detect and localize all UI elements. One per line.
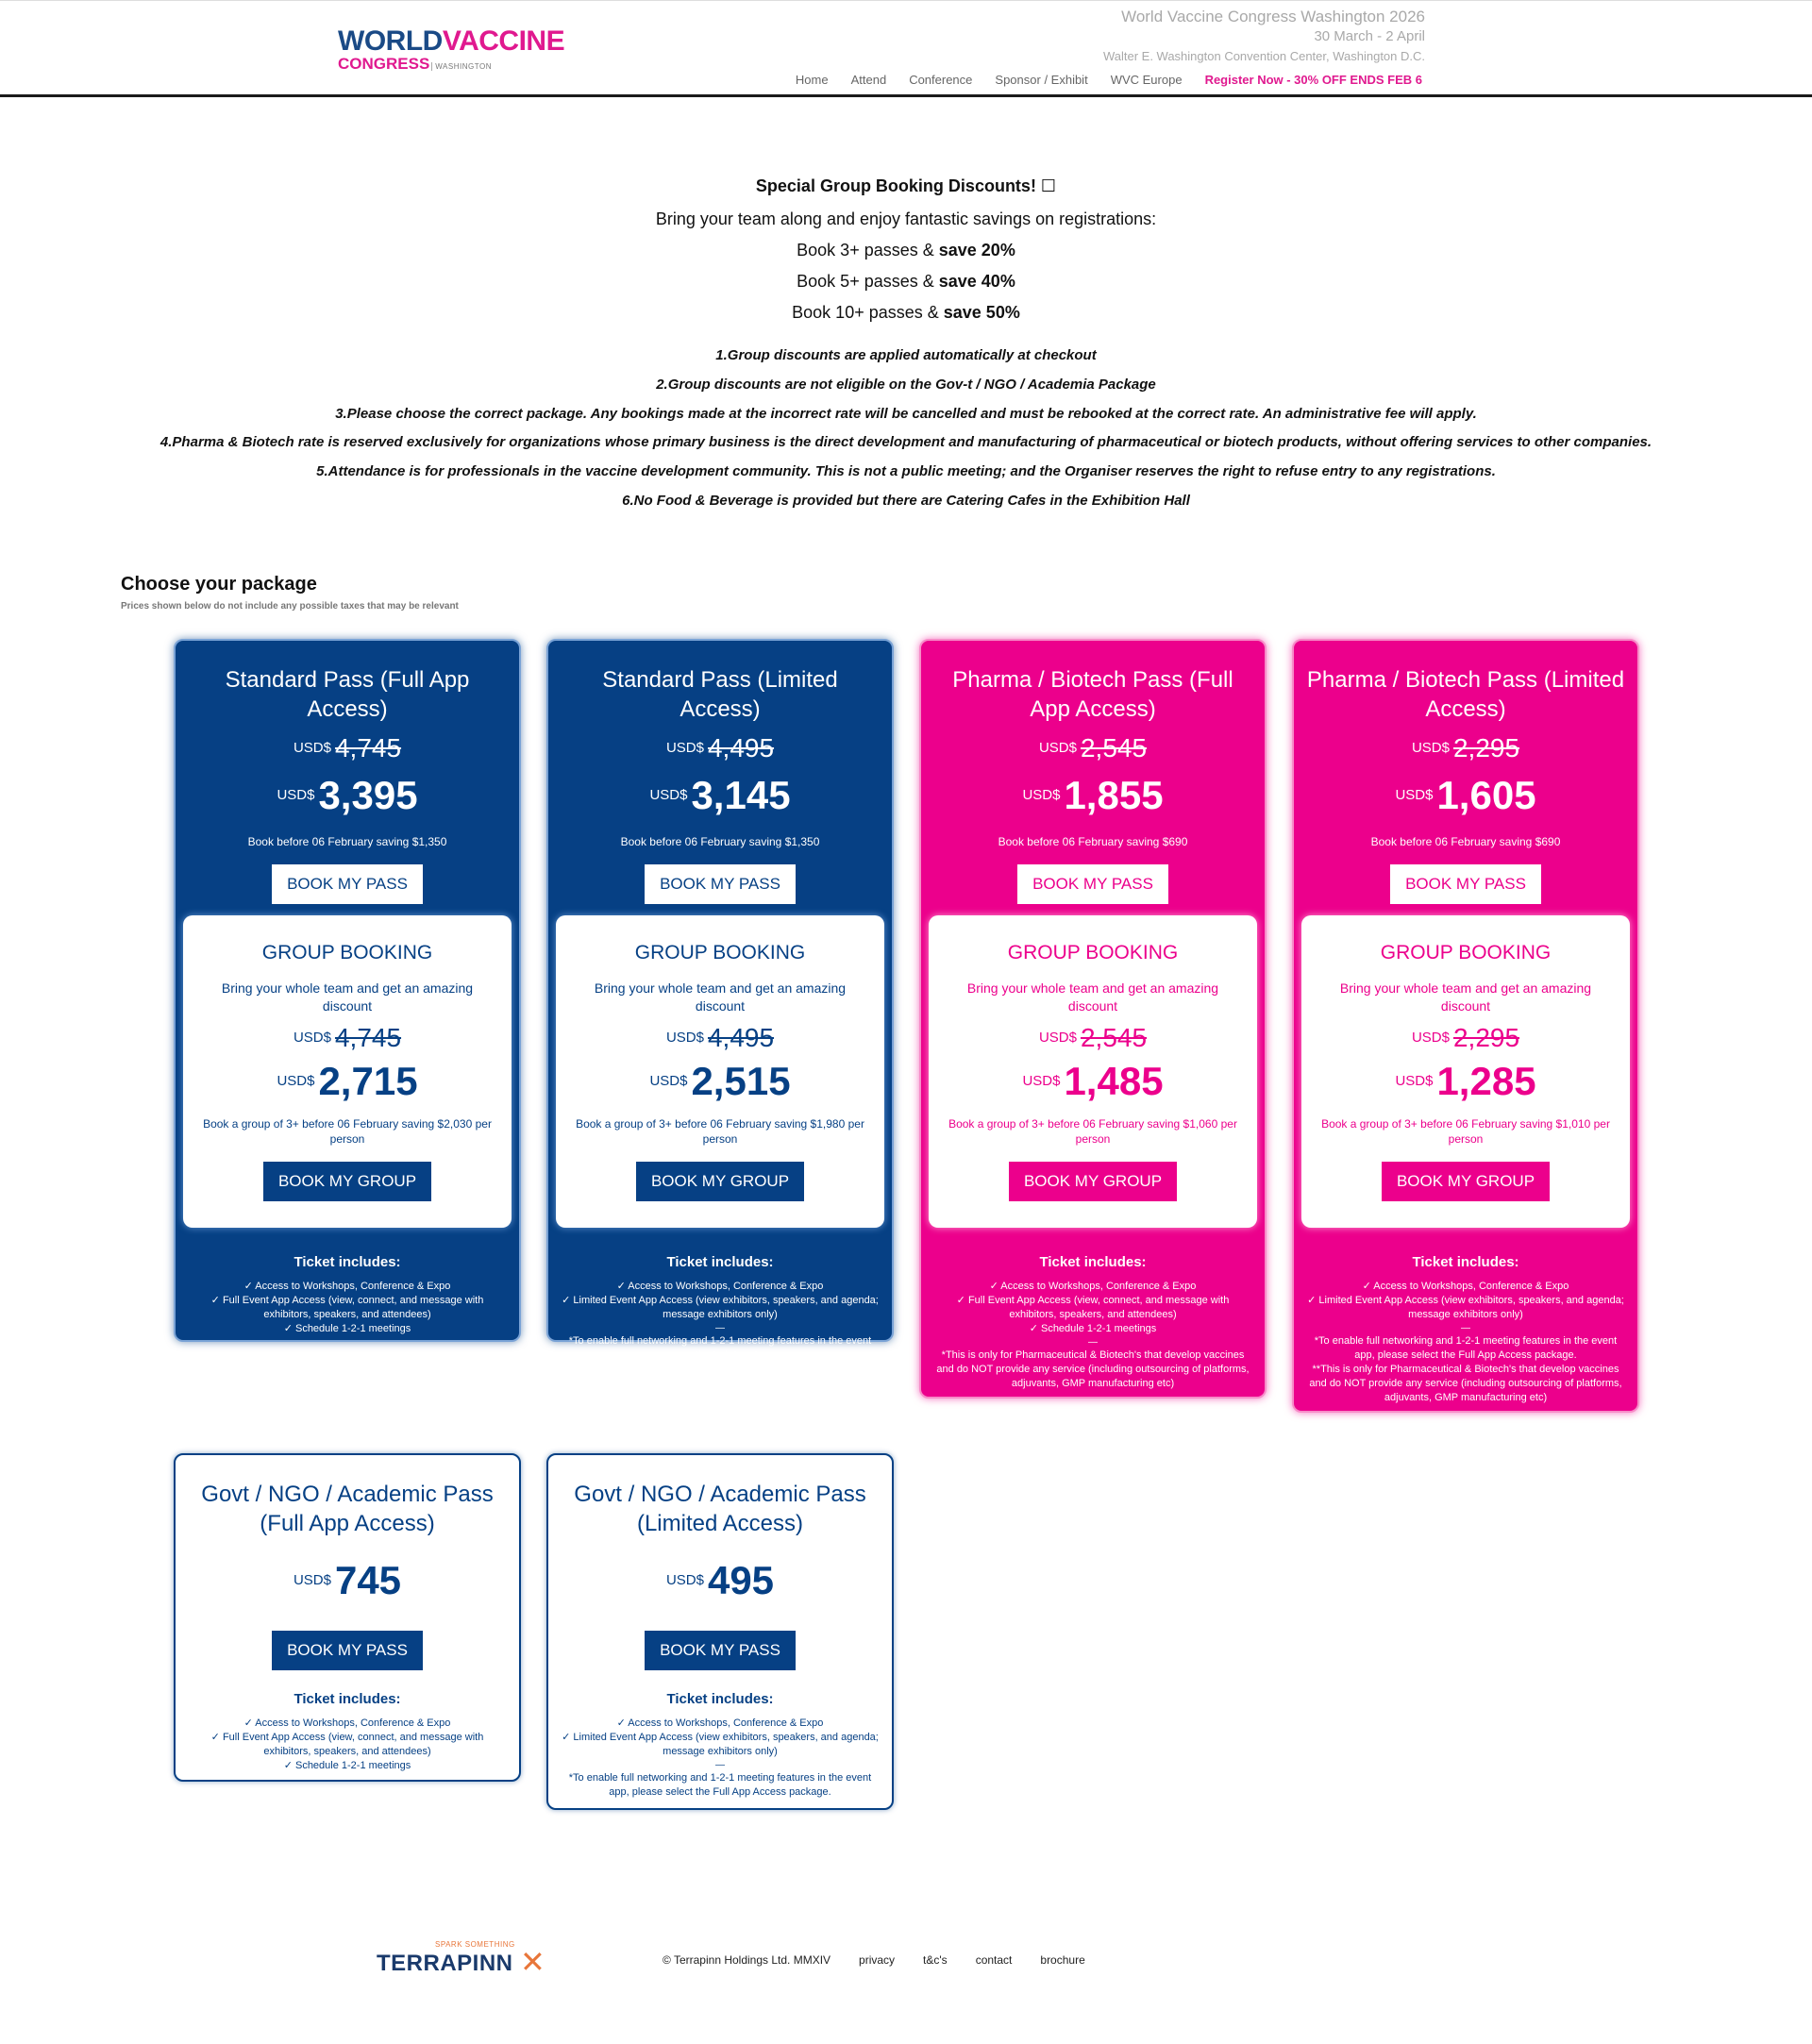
rule-item: 6.No Food & Beverage is provided but there are Catering Cafes in the Exhibition Hall: [622, 492, 1190, 509]
include-item: ✓ Full Event App Access (view, connect, and message with exhibitors, speakers, and attendees): [210, 1732, 484, 1757]
package-title: Govt / NGO / Academic Pass (Full App Access): [201, 1482, 494, 1536]
tier-saving: save 40%: [938, 272, 1015, 291]
ticket-includes-title: Ticket includes:: [1412, 1254, 1519, 1270]
currency-label: USD$: [649, 787, 688, 803]
ticket-includes-list: [187, 1280, 508, 1336]
package-footnote: **This is only for Pharmaceutical & Biotech's that develop vaccines and do NOT provide any service (including outsourcing of platforms, adjuvants, GMP manufacturing etc): [1309, 1364, 1622, 1403]
site-header: [0, 0, 1812, 97]
discount-tier: [0, 235, 1812, 266]
price-value: 4,745: [334, 1023, 402, 1052]
group-booking-title: GROUP BOOKING: [1380, 942, 1552, 963]
rule-item: 4.Pharma & Biotech rate is reserved exclusively for organizations whose primary business is the direct development and manufacturing of pharmaceutical or biotech products, without offering services to other companies.: [159, 434, 1653, 451]
group-original-price: [571, 1023, 869, 1058]
group-booking-desc: Bring your whole team and get an amazing discount: [594, 980, 847, 1014]
logo-name: TERRAPINN: [377, 1951, 513, 1976]
currency-label: USD$: [1022, 1073, 1061, 1089]
rule-item: 1.Group discounts are applied automatically at checkout: [715, 347, 1097, 363]
rule-item: 5.Attendance is for professionals in the vaccine development community. This is not a public meeting; and the Organiser reserves the right to refuse entry to any registrations.: [316, 463, 1496, 480]
package-price: [187, 1559, 508, 1612]
package-title: Govt / NGO / Academic Pass (Limited Access): [574, 1482, 866, 1536]
package-footnote: *This is only for Pharmaceutical & Biotech's that develop vaccines and do NOT provide any service (including outsourcing of platforms, adjuvants, GMP manufacturing etc): [936, 1349, 1250, 1389]
currency-label: USD$: [1022, 787, 1061, 803]
intro-heading: Special Group Booking Discounts! ☐: [755, 176, 1057, 195]
book-my-group-button[interactable]: BOOK MY GROUP: [263, 1162, 431, 1201]
discount-tier: [0, 297, 1812, 328]
package-card-pharma-limited: [1292, 639, 1639, 1413]
ticket-includes-title: Ticket includes:: [294, 1254, 401, 1270]
currency-label: USD$: [665, 1572, 704, 1588]
nav-wvc-europe[interactable]: WVC Europe: [1110, 73, 1183, 87]
original-price: [560, 733, 881, 768]
event-venue: Walter E. Washington Convention Center, Washington D.C.: [1102, 49, 1425, 63]
book-my-group-button[interactable]: BOOK MY GROUP: [1009, 1162, 1177, 1201]
package-card-standard-full: [174, 639, 521, 1342]
group-booking-box: [556, 915, 884, 1228]
currency-label: USD$: [277, 1073, 315, 1089]
price-value: 4,495: [707, 733, 775, 762]
book-my-group-button[interactable]: BOOK MY GROUP: [1382, 1162, 1550, 1201]
tier-text: Book 3+ passes &: [797, 241, 939, 260]
package-card-pharma-full: [919, 639, 1267, 1399]
currency-label: USD$: [649, 1073, 688, 1089]
group-booking-desc: Bring your whole team and get an amazing discount: [966, 980, 1219, 1014]
currency-label: USD$: [665, 1030, 704, 1046]
ticket-includes-title: Ticket includes:: [666, 1691, 774, 1707]
price-value: 3,395: [318, 773, 418, 817]
package-card-standard-limited: [546, 639, 894, 1361]
main-nav: [773, 73, 1422, 87]
ticket-includes-list: [932, 1280, 1253, 1391]
footer-links: [663, 1953, 1114, 1967]
footer-link-privacy[interactable]: privacy: [859, 1953, 896, 1967]
currency-label: USD$: [293, 1572, 331, 1588]
footer-link-contact[interactable]: contact: [975, 1953, 1013, 1967]
group-booking-box: [183, 915, 512, 1228]
package-footnote: *To enable full networking and 1-2-1 meeting features in the event app, please select the Full App Access package.: [568, 1772, 872, 1798]
price-value: 3,145: [691, 773, 791, 817]
price-value: 1,485: [1064, 1059, 1164, 1103]
logo-word-washington: WASHINGTON: [431, 62, 492, 71]
terrapinn-x-icon: ✕: [520, 1945, 545, 1979]
package-footnote: *To enable full networking and 1-2-1 meeting features in the event app, please select the Full App Access package.: [568, 1335, 872, 1361]
site-footer: [0, 1935, 1812, 1982]
footer-link-terms[interactable]: t&c's: [923, 1953, 948, 1967]
original-price: [932, 733, 1253, 768]
choose-package-title: Choose your package: [121, 574, 317, 595]
saving-note: Book before 06 February saving $690: [1370, 835, 1561, 848]
tier-saving: save 20%: [938, 241, 1015, 260]
currency-label: USD$: [1411, 1030, 1450, 1046]
price-value: 495: [707, 1558, 775, 1602]
logo-tagline: SPARK SOMETHING: [435, 1940, 515, 1949]
currency-label: USD$: [293, 740, 331, 756]
choose-package-header: [121, 574, 459, 612]
package-title: Pharma / Biotech Pass (Full App Access): [952, 667, 1233, 722]
group-saving-note: Book a group of 3+ before 06 February saving $1,060 per person: [948, 1117, 1237, 1146]
include-item: ✓ Limited Event App Access (view exhibitors, speakers, and agenda; message exhibitors only): [562, 1732, 879, 1757]
group-booking-box: [1301, 915, 1630, 1228]
price-value: 1,855: [1064, 773, 1164, 817]
ticket-includes-title: Ticket includes:: [1039, 1254, 1147, 1270]
separator: —: [715, 1323, 725, 1333]
nav-home[interactable]: Home: [795, 73, 829, 87]
logo-word-world: WORLD: [338, 25, 443, 57]
include-item: ✓ Schedule 1-2-1 meetings: [283, 1323, 411, 1334]
group-saving-note: Book a group of 3+ before 06 February saving $1,010 per person: [1321, 1117, 1610, 1146]
rule-item: 2.Group discounts are not eligible on the Gov-t / NGO / Academia Package: [656, 376, 1156, 393]
ticket-includes-title: Ticket includes:: [666, 1254, 774, 1270]
group-original-price: [1317, 1023, 1615, 1058]
event-dates: 30 March - 2 April: [1314, 28, 1425, 44]
include-item: ✓ Access to Workshops, Conference & Expo: [616, 1717, 824, 1729]
ticket-includes-list: [1305, 1280, 1626, 1405]
discounted-price: [187, 774, 508, 827]
include-item: ✓ Access to Workshops, Conference & Expo: [616, 1281, 824, 1292]
saving-note: Book before 06 February saving $690: [998, 835, 1188, 848]
ticket-includes-title: Ticket includes:: [294, 1691, 401, 1707]
include-item: ✓ Access to Workshops, Conference & Expo: [989, 1281, 1197, 1292]
booking-rules: [0, 342, 1812, 516]
logo-congress: [338, 56, 508, 75]
package-title: Standard Pass (Limited Access): [602, 667, 838, 722]
logo-wordmark: [338, 25, 565, 57]
price-value: 2,295: [1452, 1023, 1520, 1052]
event-title: World Vaccine Congress Washington 2026: [1121, 8, 1425, 25]
price-value: 4,495: [707, 1023, 775, 1052]
include-item: ✓ Full Event App Access (view, connect, and message with exhibitors, speakers, and attendees): [210, 1295, 484, 1320]
group-booking-title: GROUP BOOKING: [261, 942, 433, 963]
group-booking-desc: Bring your whole team and get an amazing discount: [221, 980, 474, 1014]
saving-note: Book before 06 February saving $1,350: [620, 835, 820, 848]
include-item: ✓ Access to Workshops, Conference & Expo: [243, 1717, 451, 1729]
nav-attend[interactable]: Attend: [850, 73, 887, 87]
price-value: 2,295: [1452, 733, 1520, 762]
package-title: Pharma / Biotech Pass (Limited Access): [1306, 667, 1625, 722]
intro-line: Bring your team along and enjoy fantastic savings on registrations:: [655, 209, 1157, 228]
group-discounted-price: [1317, 1060, 1615, 1113]
discounted-price: [932, 774, 1253, 827]
discounted-price: [560, 774, 881, 827]
currency-label: USD$: [665, 740, 704, 756]
group-discount-intro: [0, 173, 1812, 328]
price-value: 1,605: [1436, 773, 1536, 817]
currency-label: USD$: [1038, 740, 1077, 756]
include-item: ✓ Schedule 1-2-1 meetings: [283, 1760, 411, 1771]
include-item: ✓ Access to Workshops, Conference & Expo: [243, 1281, 451, 1292]
book-my-pass-button[interactable]: BOOK MY PASS: [272, 1631, 423, 1670]
tier-text: Book 5+ passes &: [797, 272, 939, 291]
group-saving-note: Book a group of 3+ before 06 February saving $2,030 per person: [203, 1117, 492, 1146]
group-discounted-price: [571, 1060, 869, 1113]
group-original-price: [944, 1023, 1242, 1058]
ticket-includes-list: [560, 1280, 881, 1363]
package-card-govt-full: [174, 1453, 521, 1782]
currency-label: USD$: [1038, 1030, 1077, 1046]
include-item: ✓ Limited Event App Access (view exhibitors, speakers, and agenda; message exhibitors only): [562, 1295, 879, 1320]
ticket-includes-list: [560, 1717, 881, 1800]
group-discounted-price: [198, 1060, 496, 1113]
copyright-text: © Terrapinn Holdings Ltd. MMXIV: [663, 1953, 831, 1967]
book-my-pass-button[interactable]: BOOK MY PASS: [645, 1631, 796, 1670]
price-value: 2,545: [1080, 733, 1148, 762]
event-info: [1103, 7, 1425, 67]
book-my-pass-button[interactable]: BOOK MY PASS: [1017, 864, 1168, 904]
book-my-group-button[interactable]: BOOK MY GROUP: [636, 1162, 804, 1201]
group-booking-title: GROUP BOOKING: [634, 942, 806, 963]
include-item: ✓ Limited Event App Access (view exhibitors, speakers, and agenda; message exhibitors only): [1307, 1295, 1624, 1320]
book-my-pass-button[interactable]: BOOK MY PASS: [645, 864, 796, 904]
price-value: 2,515: [691, 1059, 791, 1103]
price-value: 4,745: [334, 733, 402, 762]
package-title: Standard Pass (Full App Access): [225, 667, 470, 722]
footer-link-brochure[interactable]: brochure: [1040, 1953, 1085, 1967]
discount-tier: [0, 266, 1812, 297]
group-booking-title: GROUP BOOKING: [1007, 942, 1179, 963]
package-price: [560, 1559, 881, 1612]
group-booking-box: [929, 915, 1257, 1228]
price-value: 745: [334, 1558, 402, 1602]
tier-saving: save 50%: [943, 303, 1020, 322]
logo-word-vaccine: VACCINE: [442, 25, 565, 57]
separator: —: [715, 1760, 725, 1770]
world-vaccine-congress-logo[interactable]: [338, 25, 565, 73]
nav-register-now[interactable]: Register Now - 30% OFF ENDS FEB 6: [1204, 73, 1422, 87]
taxes-note: Prices shown below do not include any possible taxes that may be relevant: [121, 601, 459, 612]
currency-label: USD$: [1395, 1073, 1434, 1089]
nav-conference[interactable]: Conference: [909, 73, 973, 87]
ticket-includes-list: [187, 1717, 508, 1773]
include-item: ✓ Access to Workshops, Conference & Expo: [1362, 1281, 1569, 1292]
group-saving-note: Book a group of 3+ before 06 February saving $1,980 per person: [576, 1117, 864, 1146]
book-my-pass-button[interactable]: BOOK MY PASS: [1390, 864, 1541, 904]
original-price: [1305, 733, 1626, 768]
package-card-govt-limited: [546, 1453, 894, 1810]
price-value: 2,715: [318, 1059, 418, 1103]
package-footnote: *To enable full networking and 1-2-1 meeting features in the event app, please select the Full App Access package.: [1314, 1335, 1618, 1361]
rule-item: 3.Please choose the correct package. Any bookings made at the incorrect rate will be cancelled and must be rebooked at the correct rate. An administrative fee will apply.: [335, 405, 1477, 422]
include-item: ✓ Schedule 1-2-1 meetings: [1029, 1323, 1157, 1334]
group-booking-desc: Bring your whole team and get an amazing discount: [1339, 980, 1592, 1014]
currency-label: USD$: [277, 787, 315, 803]
currency-label: USD$: [293, 1030, 331, 1046]
book-my-pass-button[interactable]: BOOK MY PASS: [272, 864, 423, 904]
nav-sponsor-exhibit[interactable]: Sponsor / Exhibit: [995, 73, 1088, 87]
include-item: ✓ Full Event App Access (view, connect, and message with exhibitors, speakers, and attendees): [956, 1295, 1230, 1320]
discounted-price: [1305, 774, 1626, 827]
saving-note: Book before 06 February saving $1,350: [247, 835, 447, 848]
tier-text: Book 10+ passes &: [792, 303, 944, 322]
currency-label: USD$: [1411, 740, 1450, 756]
logo-word-congress: CONGRESS: [338, 55, 430, 73]
currency-label: USD$: [1395, 787, 1434, 803]
group-discounted-price: [944, 1060, 1242, 1113]
separator: —: [1461, 1323, 1470, 1333]
group-original-price: [198, 1023, 496, 1058]
separator: —: [1088, 1337, 1098, 1348]
price-value: 2,545: [1080, 1023, 1148, 1052]
price-value: 1,285: [1436, 1059, 1536, 1103]
original-price: [187, 733, 508, 768]
